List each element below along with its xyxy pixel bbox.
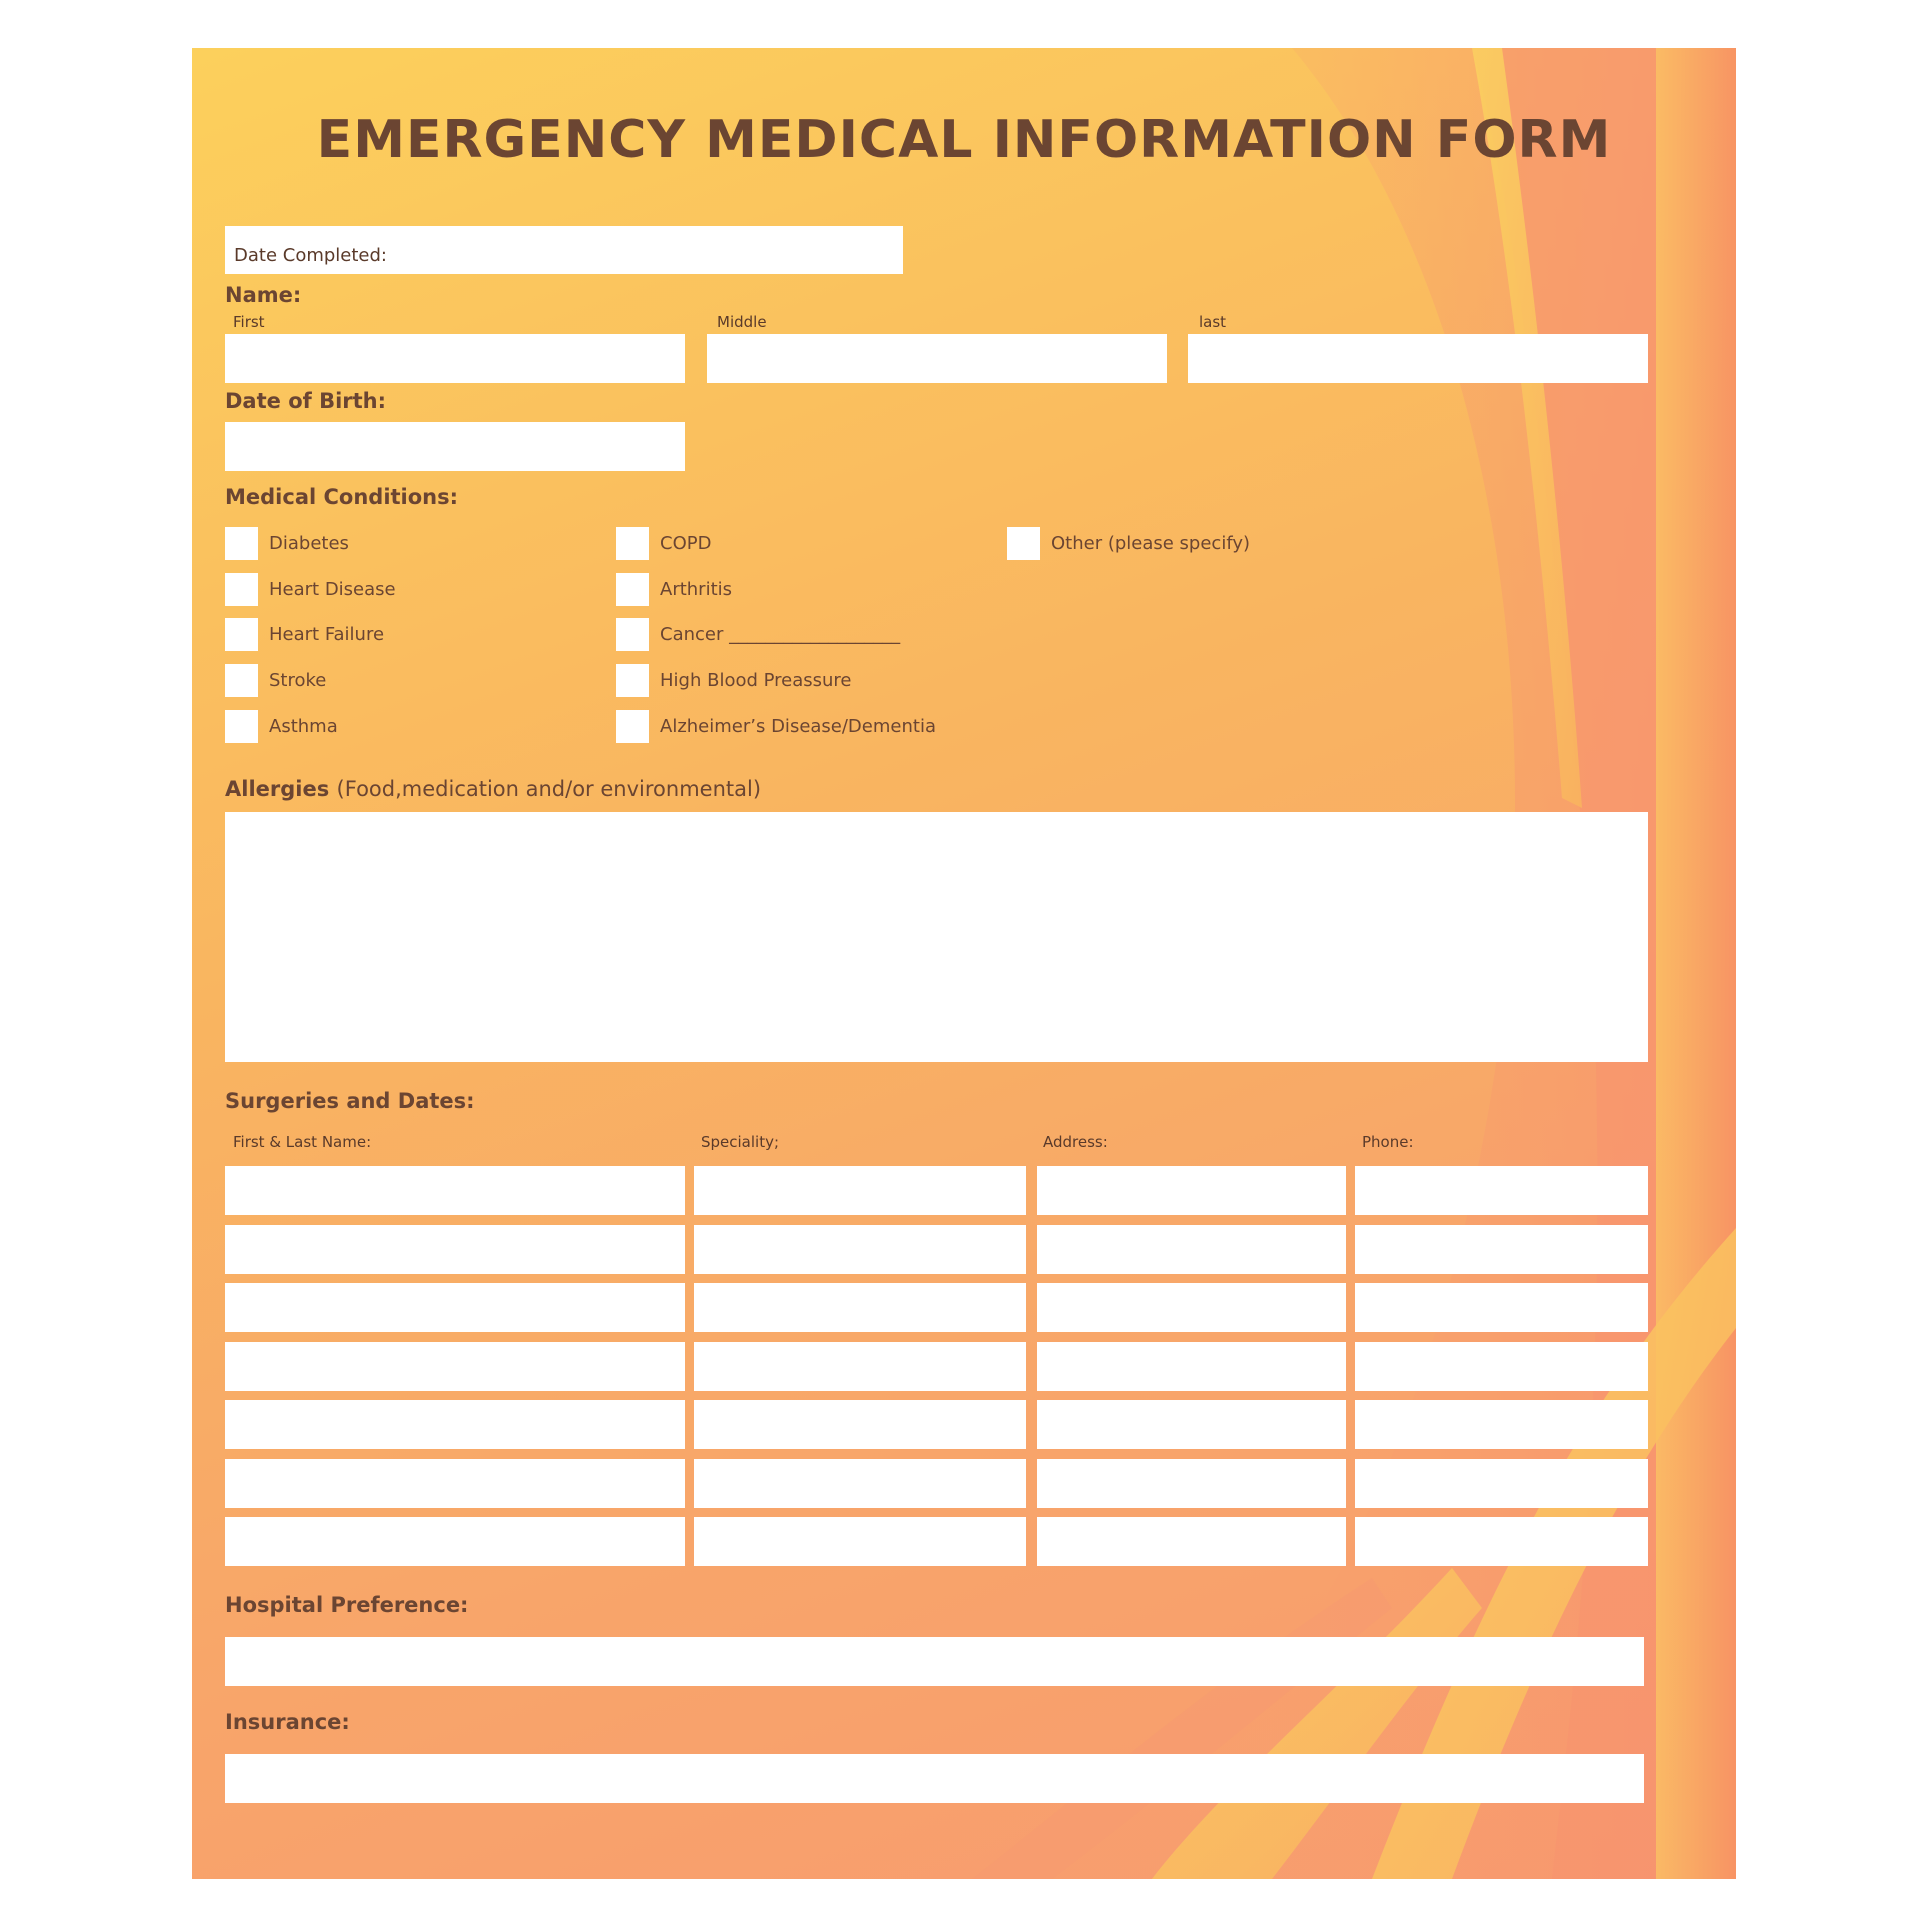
condition-checkbox-heart-disease[interactable] bbox=[225, 572, 396, 606]
checkbox[interactable] bbox=[225, 573, 258, 606]
insurance-input[interactable] bbox=[225, 1754, 1644, 1803]
surgery-speciality-input[interactable] bbox=[694, 1225, 1026, 1274]
surgery-phone-input[interactable] bbox=[1355, 1225, 1648, 1274]
condition-label: Heart Disease bbox=[269, 578, 396, 600]
surgery-address-input[interactable] bbox=[1037, 1459, 1346, 1508]
form-sheet bbox=[192, 48, 1736, 1879]
condition-label: Other (please specify) bbox=[1051, 532, 1251, 554]
surgery-speciality-input[interactable] bbox=[694, 1400, 1026, 1449]
surgeries-col-speciality-header: Speciality; bbox=[701, 1133, 780, 1151]
date-completed-field[interactable] bbox=[225, 226, 903, 274]
checkbox[interactable] bbox=[225, 664, 258, 697]
first-name-input[interactable] bbox=[225, 334, 685, 383]
name-label: Name: bbox=[225, 283, 302, 307]
condition-checkbox-alzheimers[interactable] bbox=[616, 709, 936, 743]
surgery-address-input[interactable] bbox=[1037, 1400, 1346, 1449]
name-middle-label: Middle bbox=[717, 313, 767, 331]
insurance-label: Insurance: bbox=[225, 1710, 350, 1734]
surgery-speciality-input[interactable] bbox=[694, 1342, 1026, 1391]
condition-checkbox-asthma[interactable] bbox=[225, 709, 338, 743]
surgeries-col-phone-header: Phone: bbox=[1362, 1133, 1414, 1151]
surgery-address-input[interactable] bbox=[1037, 1166, 1346, 1215]
condition-checkbox-heart-failure[interactable] bbox=[225, 617, 384, 651]
condition-checkbox-other[interactable] bbox=[1007, 526, 1250, 560]
condition-checkbox-stroke[interactable] bbox=[225, 663, 326, 697]
surgeries-label: Surgeries and Dates: bbox=[225, 1089, 475, 1113]
hospital-preference-label: Hospital Preference: bbox=[225, 1593, 469, 1617]
form-title: EMERGENCY MEDICAL INFORMATION FORM bbox=[316, 110, 1612, 170]
checkbox[interactable] bbox=[225, 710, 258, 743]
checkbox[interactable] bbox=[1007, 527, 1040, 560]
surgery-phone-input[interactable] bbox=[1355, 1459, 1648, 1508]
surgery-address-input[interactable] bbox=[1037, 1225, 1346, 1274]
condition-checkbox-copd[interactable] bbox=[616, 526, 711, 560]
hospital-preference-input[interactable] bbox=[225, 1637, 1644, 1686]
condition-checkbox-arthritis[interactable] bbox=[616, 572, 732, 606]
surgeries-col-name-header: First & Last Name: bbox=[233, 1133, 372, 1151]
medical-conditions-label: Medical Conditions: bbox=[225, 485, 459, 509]
surgery-speciality-input[interactable] bbox=[694, 1166, 1026, 1215]
surgery-phone-input[interactable] bbox=[1355, 1517, 1648, 1566]
checkbox[interactable] bbox=[225, 527, 258, 560]
condition-label: Arthritis bbox=[660, 578, 733, 600]
surgery-speciality-input[interactable] bbox=[694, 1283, 1026, 1332]
checkbox[interactable] bbox=[616, 664, 649, 697]
condition-checkbox-high-blood-pressure[interactable] bbox=[616, 663, 852, 697]
allergies-textarea[interactable] bbox=[225, 812, 1648, 1062]
date-completed-label: Date Completed: bbox=[234, 245, 387, 266]
condition-label: Heart Failure bbox=[269, 623, 385, 645]
surgery-phone-input[interactable] bbox=[1355, 1166, 1648, 1215]
checkbox[interactable] bbox=[225, 618, 258, 651]
condition-checkbox-cancer[interactable] bbox=[616, 617, 900, 651]
condition-label: COPD bbox=[660, 532, 712, 554]
surgery-name-input[interactable] bbox=[225, 1225, 685, 1274]
condition-checkbox-diabetes[interactable] bbox=[225, 526, 349, 560]
condition-label: Alzheimer’s Disease/Dementia bbox=[660, 715, 936, 737]
condition-label: Cancer ___________________ bbox=[660, 623, 901, 645]
middle-name-input[interactable] bbox=[707, 334, 1167, 383]
checkbox[interactable] bbox=[616, 527, 649, 560]
surgery-name-input[interactable] bbox=[225, 1517, 685, 1566]
checkbox[interactable] bbox=[616, 710, 649, 743]
checkbox[interactable] bbox=[616, 573, 649, 606]
surgery-phone-input[interactable] bbox=[1355, 1342, 1648, 1391]
condition-label: Diabetes bbox=[269, 532, 349, 554]
surgery-name-input[interactable] bbox=[225, 1400, 685, 1449]
surgery-address-input[interactable] bbox=[1037, 1517, 1346, 1566]
condition-label: High Blood Preassure bbox=[660, 669, 852, 691]
last-name-input[interactable] bbox=[1188, 334, 1648, 383]
allergies-label bbox=[225, 777, 761, 801]
surgery-speciality-input[interactable] bbox=[694, 1517, 1026, 1566]
surgery-name-input[interactable] bbox=[225, 1283, 685, 1332]
date-of-birth-label: Date of Birth: bbox=[225, 389, 387, 413]
surgery-name-input[interactable] bbox=[225, 1459, 685, 1508]
surgeries-col-address-header: Address: bbox=[1043, 1133, 1108, 1151]
allergies-note: (Food,medication and/or environmental) bbox=[336, 777, 762, 801]
surgery-speciality-input[interactable] bbox=[694, 1459, 1026, 1508]
condition-label: Asthma bbox=[269, 715, 338, 737]
surgery-phone-input[interactable] bbox=[1355, 1283, 1648, 1332]
surgery-name-input[interactable] bbox=[225, 1342, 685, 1391]
name-first-label: First bbox=[233, 313, 265, 331]
condition-label: Stroke bbox=[269, 669, 327, 691]
date-of-birth-input[interactable] bbox=[225, 422, 685, 471]
surgery-phone-input[interactable] bbox=[1355, 1400, 1648, 1449]
name-last-label: last bbox=[1199, 313, 1227, 331]
surgery-address-input[interactable] bbox=[1037, 1283, 1346, 1332]
surgery-address-input[interactable] bbox=[1037, 1342, 1346, 1391]
allergies-title: Allergies bbox=[225, 777, 330, 801]
surgery-name-input[interactable] bbox=[225, 1166, 685, 1215]
checkbox[interactable] bbox=[616, 618, 649, 651]
